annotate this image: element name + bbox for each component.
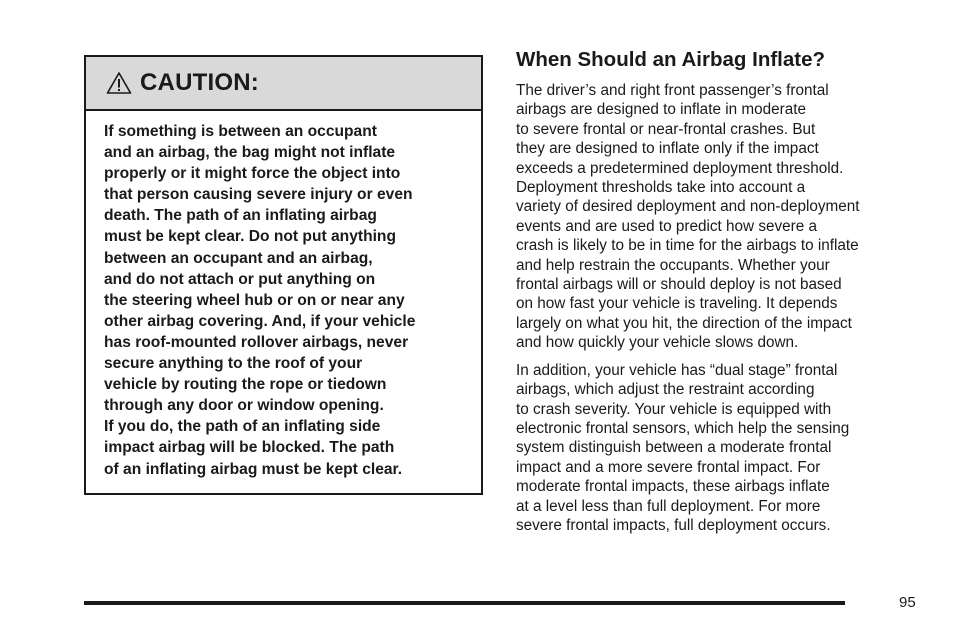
text-line: and help restrain the occupants. Whether your [516, 256, 830, 274]
text-line: airbags are designed to inflate in moderate [516, 101, 806, 119]
text-line: The driver’s and right front passenger’s frontal [516, 82, 829, 99]
caution-line: vehicle by routing the rope or tiedown [104, 376, 387, 394]
text-line: events and are used to predict how severe a [516, 217, 818, 235]
caution-box [84, 55, 483, 495]
text-line: Deployment thresholds take into account a [516, 179, 806, 197]
caution-line: secure anything to the roof of your [104, 355, 363, 373]
caution-line: impact airbag will be blocked. The path [104, 439, 395, 457]
caution-header [86, 57, 481, 111]
caution-text [86, 111, 481, 480]
caution-line: has roof-mounted rollover airbags, never [104, 333, 409, 351]
text-line: to severe frontal or near-frontal crashes. But [516, 120, 816, 138]
footer-rule [84, 601, 845, 605]
text-line: impact and a more severe frontal impact. For [516, 458, 821, 476]
caution-line: death. The path of an inflating airbag [104, 207, 377, 225]
text-line: and how quickly your vehicle slows down. [516, 334, 799, 352]
text-line: moderate frontal impacts, these airbags inflate [516, 478, 830, 496]
paragraph-dual-stage [516, 361, 926, 536]
page-number: 95 [899, 594, 916, 611]
text-line: exceeds a predetermined deployment threshold. [516, 159, 844, 177]
text-line: on how fast your vehicle is traveling. It depends [516, 295, 838, 313]
caution-line: If something is between an occupant [104, 123, 377, 140]
section-heading: When Should an Airbag Inflate? [516, 48, 826, 71]
caution-title: CAUTION: [140, 69, 259, 96]
text-line: at a level less than full deployment. For more [516, 497, 821, 515]
caution-line: and do not attach or put anything on [104, 270, 376, 288]
caution-line: the steering wheel hub or on or near any [104, 291, 405, 309]
warning-triangle-icon [106, 71, 132, 95]
text-line: In addition, your vehicle has “dual stage” frontal [516, 361, 838, 379]
caution-line: properly or it might force the object into [104, 165, 401, 183]
caution-line: of an inflating airbag must be kept clear. [104, 460, 403, 478]
caution-line: through any door or window opening. [104, 397, 384, 415]
caution-line: If you do, the path of an inflating side [104, 418, 381, 436]
paragraph-deployment-threshold [516, 81, 926, 353]
text-line: system distinguish between a moderate frontal [516, 439, 832, 457]
text-line: crash is likely to be in time for the airbags to inflate [516, 237, 859, 255]
text-line: severe frontal impacts, full deployment occurs. [516, 516, 831, 534]
text-line: they are designed to inflate only if the impact [516, 140, 819, 158]
text-line: electronic frontal sensors, which help the sensing [516, 419, 850, 437]
caution-line: between an occupant and an airbag, [104, 249, 373, 267]
text-line: to crash severity. Your vehicle is equipped with [516, 400, 832, 418]
airbag-inflate-section [516, 47, 926, 543]
text-line: largely on what you hit, the direction of the impact [516, 314, 852, 332]
text-line: frontal airbags will or should deploy is not based [516, 276, 842, 294]
text-line: airbags, which adjust the restraint according [516, 381, 815, 399]
caution-line: other airbag covering. And, if your vehicle [104, 312, 416, 330]
caution-line: must be kept clear. Do not put anything [104, 228, 396, 246]
caution-line: and an airbag, the bag might not inflate [104, 144, 396, 162]
text-line: variety of desired deployment and non-deployment [516, 198, 860, 216]
caution-line: that person causing severe injury or even [104, 186, 413, 204]
